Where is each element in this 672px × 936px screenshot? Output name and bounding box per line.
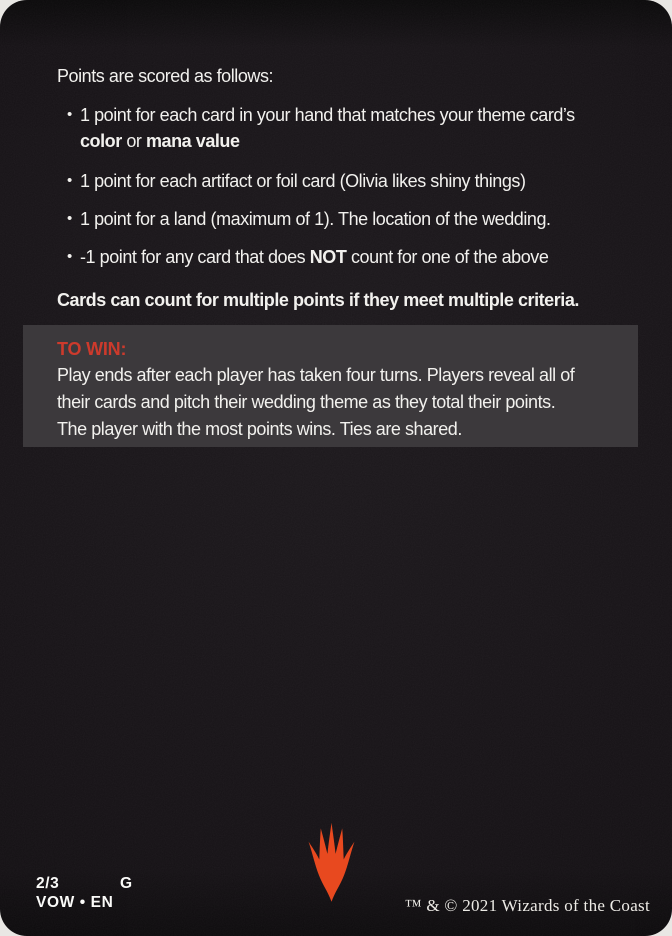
list-item-artifact-foil: [57, 168, 639, 194]
to-win-line-3: The player with the most points wins. Ties are shared.: [57, 419, 462, 439]
to-win-line-1: Play ends after each player has taken four turns. Players reveal all of: [57, 365, 575, 385]
bullet-1-line-2: [80, 128, 639, 154]
to-win-callout: [23, 325, 638, 447]
list-item-theme-match: [57, 102, 639, 154]
bold-color: color: [80, 131, 122, 151]
scoring-rules-list: [57, 102, 639, 282]
bold-mana-value: mana value: [145, 131, 240, 151]
bullet-icon: •: [67, 210, 73, 227]
bullet-3-text: 1 point for a land (maximum of 1). The location of the wedding.: [80, 209, 551, 229]
bullet-icon: •: [67, 248, 73, 265]
set-code-language: VOW • EN: [36, 894, 114, 911]
bullet-text: [80, 102, 639, 154]
list-item-negative-point: [57, 244, 639, 270]
to-win-label: TO WIN:: [57, 339, 127, 359]
or-text: or: [121, 131, 146, 151]
bullet-icon: •: [67, 106, 73, 123]
planeswalker-icon: [305, 821, 358, 903]
post-text: count for one of the above: [346, 247, 549, 267]
bold-not: NOT: [309, 247, 347, 267]
rarity-letter: G: [120, 875, 133, 892]
pre-text: -1 point for any card that does: [80, 247, 310, 267]
multiple-criteria-note: Cards can count for multiple points if they meet multiple criteria.: [57, 290, 579, 310]
bullet-icon: •: [67, 172, 73, 189]
collector-number: 2/3: [36, 875, 60, 892]
bullet-1-line-1: 1 point for each card in your hand that matches your theme card’s: [80, 105, 575, 125]
list-item-land: [57, 206, 639, 232]
to-win-line-2: their cards and pitch their wedding theme as they total their points.: [57, 392, 556, 412]
bullet-4-text: [80, 244, 639, 270]
copyright-line: ™ & © 2021 Wizards of the Coast: [404, 896, 650, 915]
bullet-2-text: 1 point for each artifact or foil card (Olivia likes shiny things): [80, 171, 526, 191]
collector-row: [36, 874, 133, 893]
intro-line: Points are scored as follows:: [57, 66, 274, 86]
collector-info: [36, 874, 133, 912]
